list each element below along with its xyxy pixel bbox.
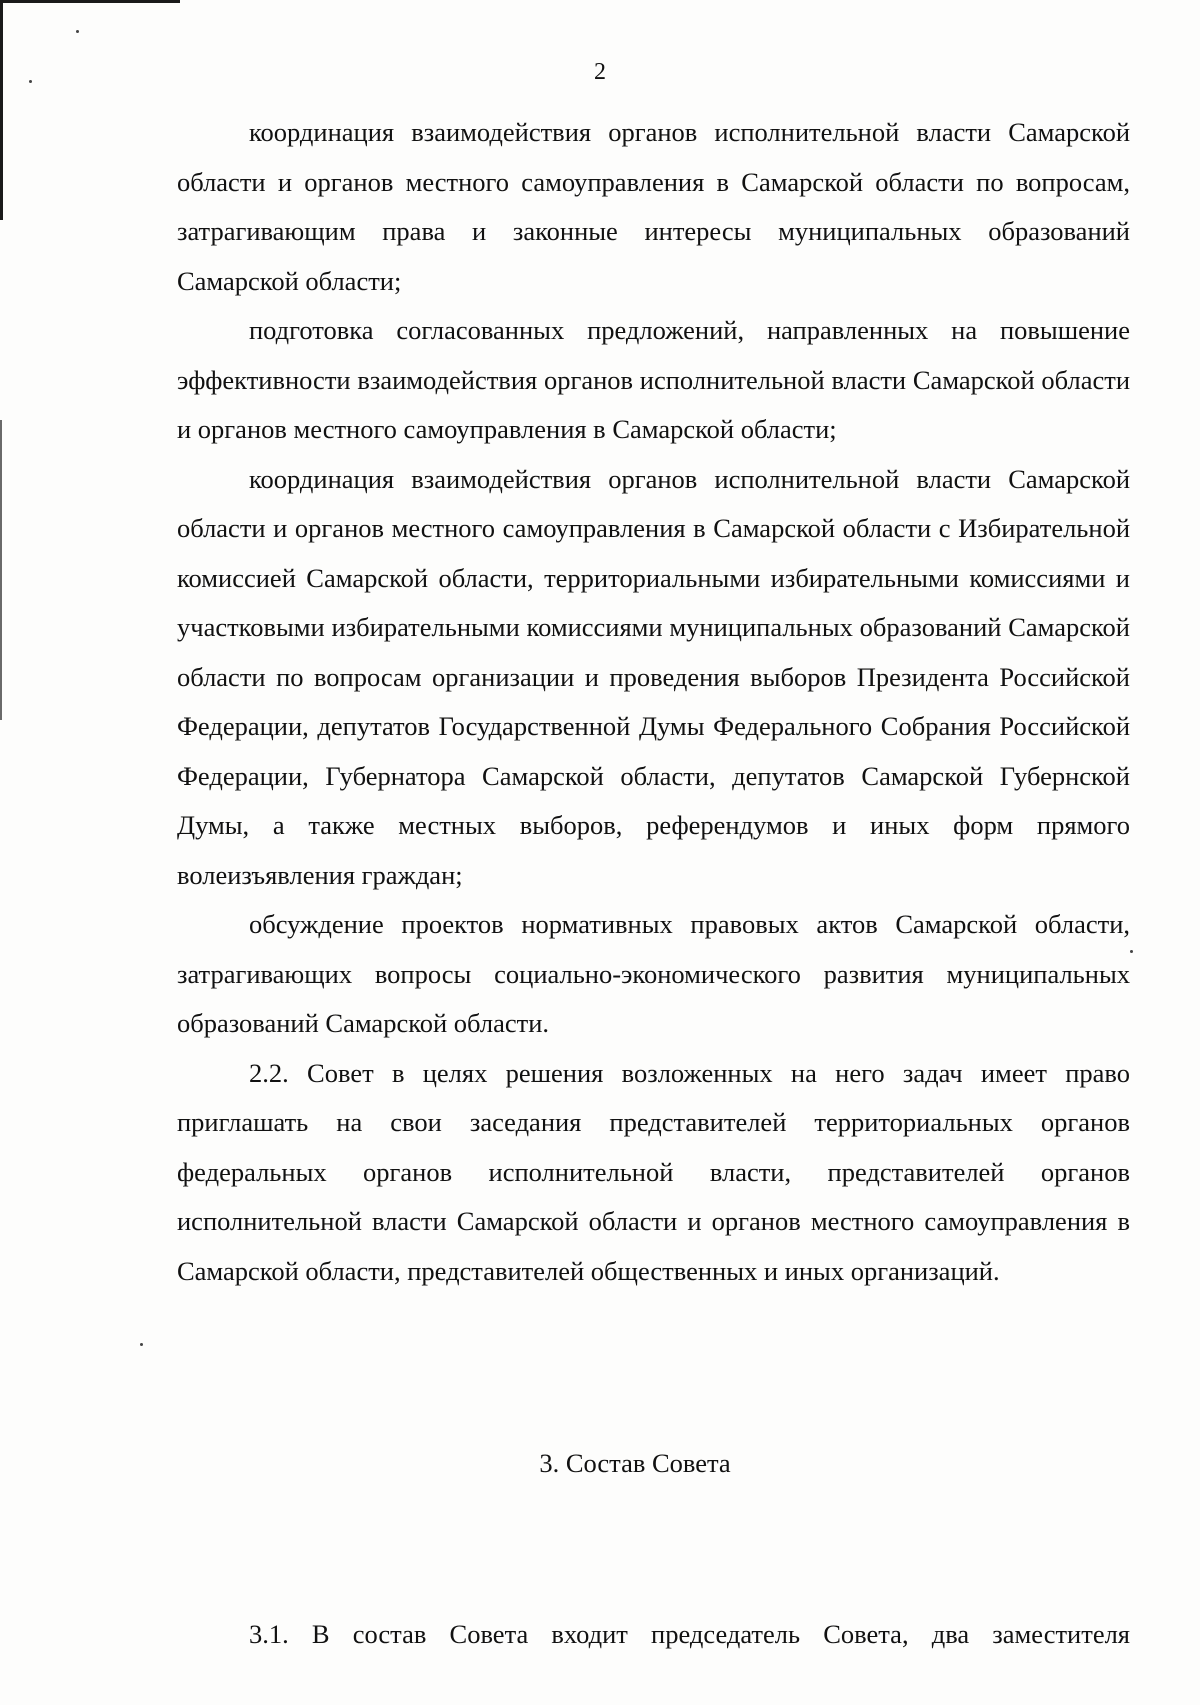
- scan-speck: [140, 1343, 143, 1346]
- scan-speck: [76, 30, 79, 33]
- paragraph-proposals: подготовка согласованных предложений, направленных на повышение эффективности взаимодействия органов исполнительной власти Самарской области и органов местного самоуправления в Самарской области;: [177, 315, 1130, 444]
- scan-edge-artifact: [0, 0, 180, 3]
- section-first-line: [177, 1614, 1130, 1654]
- scan-edge-artifact: [0, 420, 2, 720]
- paragraph-3-1-start: 3.1. В состав Совета входит председатель Совета, два заместителя: [249, 1619, 1130, 1649]
- page-number: 2: [594, 59, 606, 85]
- section-heading: 3. Состав Совета: [539, 1448, 731, 1478]
- body-text: [177, 108, 1130, 1296]
- scan-edge-artifact: [0, 0, 3, 220]
- paragraph-2-2: 2.2. Совет в целях решения возложенных на него задач имеет право приглашать на свои заседания представителей территориальных органов федеральных органов исполнительной власти, представителей органов исполнительной власти Самарской области и органов местного самоуправления в Самарской области, представителей общественных и иных организаций.: [177, 1057, 1130, 1286]
- paragraph-coordination-rights: координация взаимодействия органов исполнительной власти Самарской области и органов местного самоуправления в Самарской области по вопросам, затрагивающим права и законные интересы муниципальных образований Самарской области;: [177, 117, 1130, 296]
- paragraph-draft-acts: обсуждение проектов нормативных правовых актов Самарской области, затрагивающих вопросы социально-экономического развития муниципальных образований Самарской области.: [177, 909, 1130, 1038]
- scan-speck: [1130, 950, 1133, 953]
- paragraph-coordination-elections: координация взаимодействия органов исполнительной власти Самарской области и органов местного самоуправления в Самарской области с Избирательной комиссией Самарской области, территориальными избирательными комиссиями и участковыми избирательными комиссиями муниципальных образований Самарской области по вопросам организации и проведения выборов Президента Российской Федерации, депутатов Государственной Думы Федерального Собрания Российской Федерации, Губернатора Самарской области, депутатов Самарской Губернской Думы, а также местных выборов, референдумов и иных форм прямого волеизъявления граждан;: [177, 463, 1130, 890]
